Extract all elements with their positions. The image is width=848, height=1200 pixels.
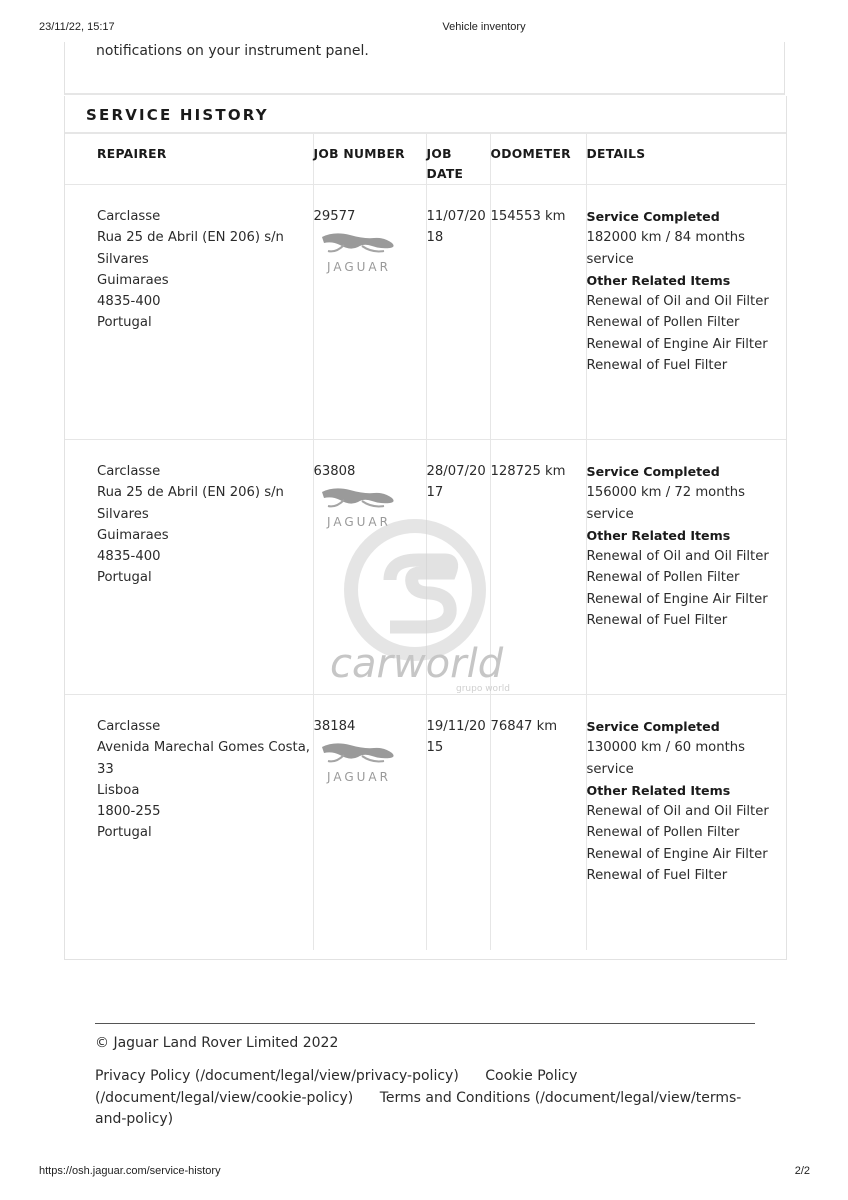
odometer: 154553 km (490, 209, 566, 224)
column-header-job-number: JOB NUMBER (313, 134, 426, 185)
repairer-address-line: 1800-255 (97, 804, 161, 820)
repairer-address-line: Rua 25 de Abril (EN 206) s/n (97, 485, 284, 501)
column-header-details: DETAILS (586, 134, 786, 185)
previous-section-card (64, 42, 785, 95)
cookie-policy-link[interactable]: Cookie Policy (/document/legal/view/cookie-policy) (95, 1068, 578, 1106)
job-number: 63808 (313, 464, 356, 479)
detail-item: Renewal of Pollen Filter (586, 315, 740, 331)
detail-item: Renewal of Oil and Oil Filter (586, 804, 769, 820)
repairer-address-line: Portugal (97, 825, 152, 841)
repairer-cell (65, 185, 313, 440)
service-interval: 130000 km / 60 months service (586, 740, 745, 777)
brand-wordmark: JAGUAR (326, 260, 391, 275)
service-completed-heading: Service Completed (586, 464, 720, 479)
job-number-cell (313, 695, 426, 950)
print-url: https://osh.jaguar.com/service-history (39, 1165, 221, 1177)
job-date: 11/07/2018 (426, 209, 486, 246)
repairer-address-line: Silvares (97, 251, 149, 267)
detail-item: Renewal of Fuel Filter (586, 868, 728, 884)
repairer-address-line: Lisboa (97, 782, 140, 798)
jaguar-logo-icon (314, 484, 404, 530)
other-items-heading: Other Related Items (586, 527, 731, 543)
detail-item: Renewal of Oil and Oil Filter (586, 294, 769, 310)
print-date: 23/11/22, 15:17 (39, 21, 115, 33)
previous-section-text: notifications on your instrument panel. (96, 43, 369, 59)
jaguar-logo-icon (314, 229, 404, 275)
footer-links (95, 1066, 755, 1131)
job-number-cell (313, 440, 426, 695)
odometer-cell (490, 440, 586, 695)
job-number: 29577 (313, 209, 356, 224)
repairer-cell (65, 695, 313, 950)
footer-divider (95, 1023, 755, 1024)
table-row (65, 185, 786, 440)
column-header-odometer: ODOMETER (490, 134, 586, 185)
detail-item: Renewal of Fuel Filter (586, 613, 728, 629)
watermark-tagline: grupo world (456, 684, 510, 694)
table-header-row (65, 134, 786, 185)
details-cell (586, 185, 786, 440)
repairer-address-line: Portugal (97, 570, 152, 586)
job-date-cell (426, 185, 490, 440)
service-interval: 182000 km / 84 months service (586, 230, 745, 267)
job-date: 28/07/2017 (426, 464, 486, 501)
other-items-heading: Other Related Items (586, 272, 731, 288)
terms-link[interactable]: Terms and Conditions (/document/legal/view/terms-and-policy) (95, 1089, 742, 1127)
repairer-address-line: 4835-400 (97, 549, 161, 565)
jaguar-logo-icon (314, 739, 404, 785)
detail-item: Renewal of Pollen Filter (586, 570, 740, 586)
other-items-heading: Other Related Items (586, 782, 731, 798)
repairer-address-line: Carclasse (97, 464, 161, 479)
detail-item: Renewal of Engine Air Filter (586, 336, 768, 352)
service-history-table (65, 134, 786, 950)
job-number-cell (313, 185, 426, 440)
repairer-address-line: Guimaraes (97, 272, 169, 288)
repairer-address-line: Guimaraes (97, 527, 169, 543)
repairer-address-line: Carclasse (97, 719, 161, 734)
watermark-brand: carworld (330, 641, 504, 687)
column-header-repairer: REPAIRER (65, 134, 313, 185)
details-cell (586, 695, 786, 950)
detail-item: Renewal of Pollen Filter (586, 825, 740, 841)
job-number: 38184 (313, 719, 356, 734)
detail-item: Renewal of Engine Air Filter (586, 591, 768, 607)
brand-wordmark: JAGUAR (326, 515, 391, 530)
odometer-cell (490, 695, 586, 950)
brand-wordmark: JAGUAR (326, 770, 391, 785)
job-date-cell (426, 440, 490, 695)
odometer-cell (490, 185, 586, 440)
print-header (0, 21, 848, 35)
detail-item: Renewal of Fuel Filter (586, 358, 728, 374)
service-history-section (64, 96, 787, 960)
repairer-address-line: 4835-400 (97, 294, 161, 310)
odometer: 128725 km (490, 464, 566, 479)
odometer: 76847 km (490, 719, 558, 734)
print-footer (0, 1165, 848, 1179)
repairer-address-line: Silvares (97, 506, 149, 522)
service-interval: 156000 km / 72 months service (586, 485, 745, 522)
print-page-title: Vehicle inventory (442, 21, 526, 33)
service-completed-heading: Service Completed (586, 719, 720, 734)
job-date: 19/11/2015 (426, 719, 486, 756)
job-date-cell (426, 695, 490, 950)
table-row (65, 695, 786, 950)
page-number: 2/2 (794, 1165, 810, 1177)
detail-item: Renewal of Oil and Oil Filter (586, 549, 769, 565)
table-row (65, 440, 786, 695)
copyright: © Jaguar Land Rover Limited 2022 (95, 1035, 339, 1051)
column-header-job-date: JOB DATE (426, 134, 490, 185)
service-completed-heading: Service Completed (586, 209, 720, 224)
repairer-address-line: Rua 25 de Abril (EN 206) s/n (97, 230, 284, 246)
detail-item: Renewal of Engine Air Filter (586, 846, 768, 862)
repairer-address-line: Carclasse (97, 209, 161, 224)
repairer-address-line: Portugal (97, 315, 152, 331)
privacy-policy-link[interactable]: Privacy Policy (/document/legal/view/privacy-policy) (95, 1068, 459, 1084)
repairer-address-line: Avenida Marechal Gomes Costa, 33 (97, 740, 310, 777)
repairer-cell (65, 440, 313, 695)
section-title: SERVICE HISTORY (86, 106, 269, 124)
details-cell (586, 440, 786, 695)
